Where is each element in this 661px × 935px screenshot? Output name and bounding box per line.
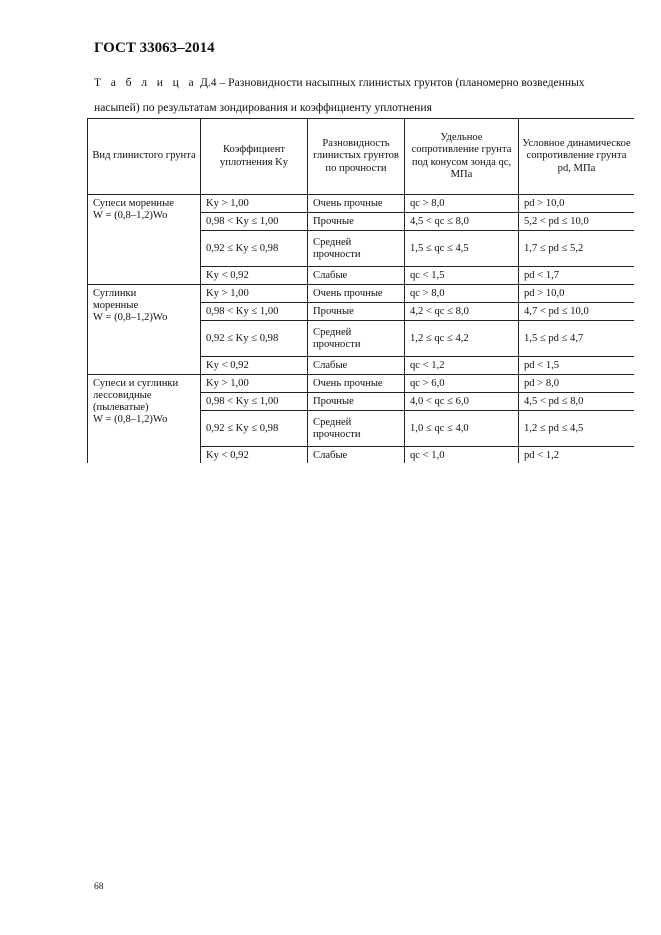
table-crop-edge bbox=[87, 463, 634, 467]
strength-cell: Очень прочные bbox=[308, 375, 405, 393]
header-compaction: Коэффициент уплотнения Ky bbox=[201, 119, 308, 195]
compaction-cell: 0,98 < Ky ≤ 1,00 bbox=[201, 393, 308, 411]
dynamic-resistance-cell: 5,2 < pd ≤ 10,0 bbox=[519, 213, 635, 231]
soil-type-line: Супеси моренные bbox=[93, 198, 174, 209]
document-header: ГОСТ 33063–2014 bbox=[94, 40, 215, 56]
dynamic-resistance-cell: 4,5 < pd ≤ 8,0 bbox=[519, 393, 635, 411]
table-row bbox=[88, 375, 635, 393]
table-body bbox=[88, 195, 635, 465]
dynamic-resistance-cell: pd > 8,0 bbox=[519, 375, 635, 393]
soil-type-cell bbox=[88, 195, 201, 285]
compaction-cell: 0,92 ≤ Ky ≤ 0,98 bbox=[201, 411, 308, 447]
table-caption bbox=[94, 70, 624, 120]
header-cone-resistance: Удельное сопротивление грунта под конусом зонда qc, МПа bbox=[405, 119, 519, 195]
compaction-cell: Ky < 0,92 bbox=[201, 447, 308, 465]
dynamic-resistance-cell: pd < 1,5 bbox=[519, 357, 635, 375]
cone-resistance-cell: qc > 8,0 bbox=[405, 195, 519, 213]
soil-type-cell bbox=[88, 285, 201, 375]
strength-cell: Средней прочности bbox=[308, 411, 405, 447]
soil-type-line: Супеси и суглинки bbox=[93, 378, 179, 389]
cone-resistance-cell: 4,5 < qc ≤ 8,0 bbox=[405, 213, 519, 231]
dynamic-resistance-cell: pd < 1,2 bbox=[519, 447, 635, 465]
compaction-cell: Ky < 0,92 bbox=[201, 267, 308, 285]
compaction-cell: 0,92 ≤ Ky ≤ 0,98 bbox=[201, 231, 308, 267]
soil-table bbox=[87, 118, 634, 465]
strength-cell: Прочные bbox=[308, 303, 405, 321]
header-dynamic-resistance: Условное динамическое сопротивление грунта pd, МПа bbox=[519, 119, 635, 195]
strength-cell: Слабые bbox=[308, 447, 405, 465]
caption-text: Д.4 – Разновидности насыпных глинистых грунтов (планомерно возведенных насыпей) по результатам зондирования и коэффициенту уплотнения bbox=[94, 76, 585, 114]
soil-type-line: моренные bbox=[93, 300, 139, 311]
cone-resistance-cell: 1,5 ≤ qc ≤ 4,5 bbox=[405, 231, 519, 267]
soil-type-line: Суглинки bbox=[93, 288, 137, 299]
header-strength: Разновидность глинистых грунтов по прочности bbox=[308, 119, 405, 195]
page-number: 68 bbox=[94, 882, 104, 892]
compaction-cell: 0,98 < Ky ≤ 1,00 bbox=[201, 213, 308, 231]
soil-type-line: W = (0,8–1,2)Wo bbox=[93, 210, 168, 221]
cone-resistance-cell: qc < 1,0 bbox=[405, 447, 519, 465]
compaction-cell: Ky > 1,00 bbox=[201, 195, 308, 213]
compaction-cell: Ky > 1,00 bbox=[201, 285, 308, 303]
strength-cell: Прочные bbox=[308, 213, 405, 231]
dynamic-resistance-cell: 1,7 ≤ pd ≤ 5,2 bbox=[519, 231, 635, 267]
dynamic-resistance-cell: 1,2 ≤ pd ≤ 4,5 bbox=[519, 411, 635, 447]
dynamic-resistance-cell: 4,7 < pd ≤ 10,0 bbox=[519, 303, 635, 321]
dynamic-resistance-cell: 1,5 ≤ pd ≤ 4,7 bbox=[519, 321, 635, 357]
cone-resistance-cell: qc > 8,0 bbox=[405, 285, 519, 303]
dynamic-resistance-cell: pd > 10,0 bbox=[519, 195, 635, 213]
caption-prefix: Т а б л и ц а bbox=[94, 76, 198, 89]
table-header-row bbox=[88, 119, 635, 195]
dynamic-resistance-cell: pd > 10,0 bbox=[519, 285, 635, 303]
soil-type-line: лессовидные bbox=[93, 390, 152, 401]
header-soil-type: Вид глинистого грунта bbox=[88, 119, 201, 195]
compaction-cell: Ky < 0,92 bbox=[201, 357, 308, 375]
soil-table-container bbox=[87, 118, 634, 467]
soil-type-line: (пылеватые) bbox=[93, 402, 149, 413]
compaction-cell: 0,98 < Ky ≤ 1,00 bbox=[201, 303, 308, 321]
cone-resistance-cell: 1,2 ≤ qc ≤ 4,2 bbox=[405, 321, 519, 357]
cone-resistance-cell: 1,0 ≤ qc ≤ 4,0 bbox=[405, 411, 519, 447]
cone-resistance-cell: 4,0 < qc ≤ 6,0 bbox=[405, 393, 519, 411]
cone-resistance-cell: qc < 1,2 bbox=[405, 357, 519, 375]
compaction-cell: Ky > 1,00 bbox=[201, 375, 308, 393]
cone-resistance-cell: 4,2 < qc ≤ 8,0 bbox=[405, 303, 519, 321]
soil-type-line: W = (0,8–1,2)Wo bbox=[93, 312, 168, 323]
strength-cell: Слабые bbox=[308, 357, 405, 375]
strength-cell: Средней прочности bbox=[308, 321, 405, 357]
cone-resistance-cell: qc < 1,5 bbox=[405, 267, 519, 285]
table-row bbox=[88, 195, 635, 213]
dynamic-resistance-cell: pd < 1,7 bbox=[519, 267, 635, 285]
strength-cell: Слабые bbox=[308, 267, 405, 285]
strength-cell: Прочные bbox=[308, 393, 405, 411]
soil-type-line: W = (0,8–1,2)Wo bbox=[93, 414, 168, 425]
table-row bbox=[88, 285, 635, 303]
strength-cell: Очень прочные bbox=[308, 195, 405, 213]
cone-resistance-cell: qc > 6,0 bbox=[405, 375, 519, 393]
compaction-cell: 0,92 ≤ Ky ≤ 0,98 bbox=[201, 321, 308, 357]
strength-cell: Средней прочности bbox=[308, 231, 405, 267]
soil-type-cell bbox=[88, 375, 201, 465]
strength-cell: Очень прочные bbox=[308, 285, 405, 303]
